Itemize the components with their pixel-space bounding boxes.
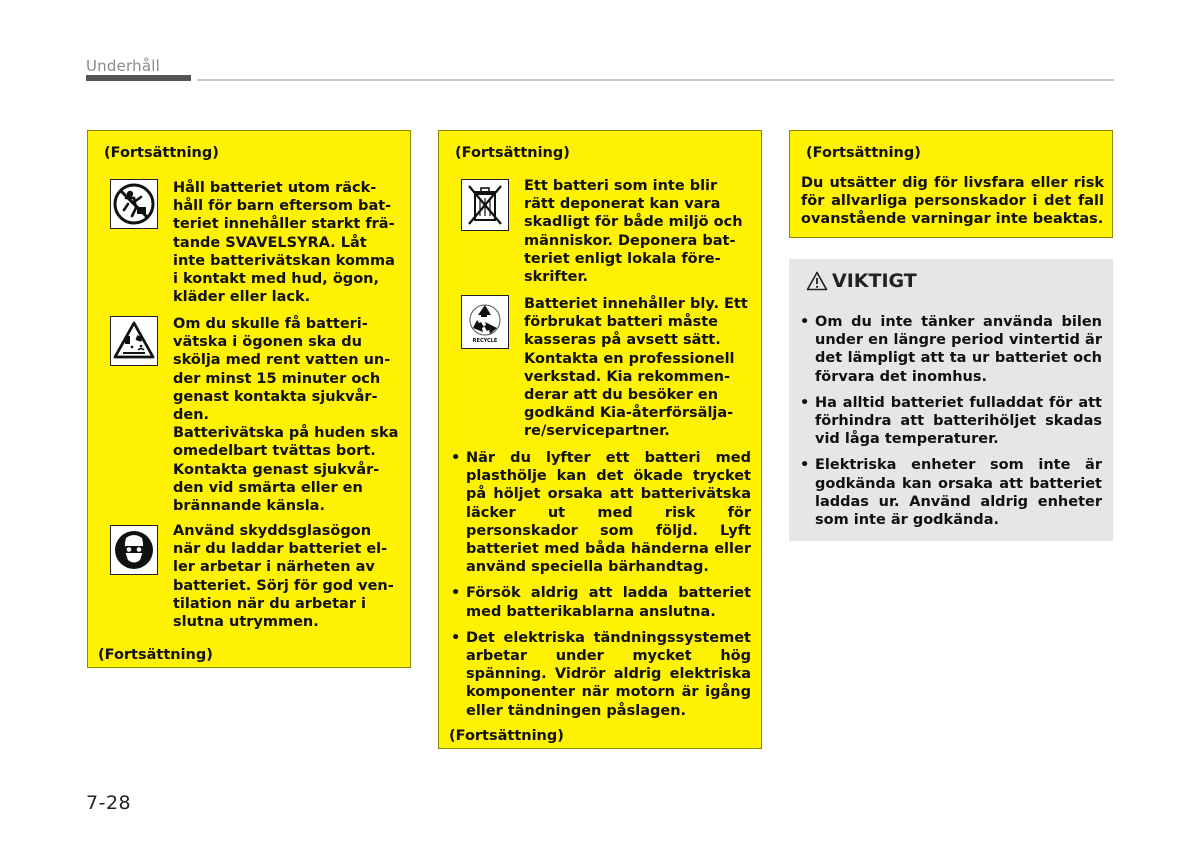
section-title: Underhåll bbox=[86, 57, 160, 75]
box-title: (Fortsättning) bbox=[806, 145, 921, 161]
list-item: • När du lyfter ett batteri med plasthölje kan det ökade trycket på höljet orsaka att batterivätska läcker ut med risk för personskador som följd. Lyft batteriet med båda händerna eller använd speciella bärhandtag. bbox=[451, 449, 751, 576]
text-line: skadligt för både miljö och bbox=[524, 214, 743, 231]
warning-text-lead bbox=[524, 295, 748, 441]
text-line: i kontakt med hud, ögon, bbox=[173, 271, 379, 288]
text-line: der minst 15 minuter och bbox=[173, 370, 381, 387]
warning-text-acid bbox=[173, 315, 398, 515]
list-item: • Om du inte tänker använda bilen under en längre period vintertid är det lämpligt att ta ur batteriet och förvara det inomhus. bbox=[800, 313, 1102, 386]
text-line: kläder eller lack. bbox=[173, 289, 311, 306]
text-line: skölja med rent vatten un- bbox=[173, 352, 391, 369]
warning-text-glasses bbox=[173, 522, 394, 631]
text-line: Ett batteri som inte blir bbox=[524, 178, 718, 194]
text-line: när du laddar batteriet el- bbox=[173, 541, 388, 558]
text-line: derar att du besöker en bbox=[524, 387, 719, 404]
text-line: tande SVAVELSYRA. Låt bbox=[173, 234, 367, 251]
text-line: verkstad. Kia rekommen- bbox=[524, 368, 730, 385]
text-line: slutna utrymmen. bbox=[173, 614, 319, 631]
text-line: brännande känsla. bbox=[173, 498, 325, 515]
viktigt-header bbox=[806, 270, 917, 292]
text-line: omedelbart tvättas bort. bbox=[173, 443, 376, 460]
crossed-out-bin-icon bbox=[461, 179, 509, 231]
list-item: • Elektriska enheter som inte är godkända kan orsaka att batteriet laddas ur. Använd aldrig enheter som inte är godkända. bbox=[800, 456, 1102, 529]
header-rule-accent bbox=[86, 75, 191, 81]
warning-summary-text: Du utsätter dig för livsfara eller risk för allvarliga personskador i det fall ovanstående varningar inte beaktas. bbox=[801, 175, 1104, 228]
warning-triangle-icon bbox=[806, 271, 828, 291]
recycle-icon bbox=[461, 295, 509, 349]
text-line: Kontakta en professionell bbox=[524, 350, 735, 367]
text-line: ler arbetar i närheten av bbox=[173, 559, 375, 576]
header-rule bbox=[197, 79, 1114, 81]
box-footer: (Fortsättning) bbox=[98, 647, 213, 663]
text-line: teriet enligt lokala före- bbox=[524, 250, 721, 267]
list-item: • Det elektriska tändningssystemet arbetar under mycket hög spänning. Vidrör aldrig elektriska komponenter när motorn är igång eller tändningen påslagen. bbox=[451, 629, 751, 720]
text-line: Använd skyddsglasögon bbox=[173, 523, 372, 539]
warning-text-disposal bbox=[524, 177, 743, 286]
keep-away-from-children-icon bbox=[110, 179, 158, 229]
text-line: Kontakta genast sjukvår- bbox=[173, 461, 380, 478]
text-line: Batterivätska på huden ska bbox=[173, 425, 399, 442]
recycle-icon-label: RECYCLE bbox=[472, 338, 498, 344]
text-line: Om du skulle få batteri- bbox=[173, 316, 368, 332]
text-line: den. bbox=[173, 407, 210, 424]
warning-box-column-1 bbox=[87, 130, 411, 668]
text-line: godkänd Kia-återförsälja- bbox=[524, 405, 734, 422]
box-footer: (Fortsättning) bbox=[449, 728, 564, 744]
text-line: håll för barn eftersom bat- bbox=[173, 198, 392, 215]
text-line: inte batterivätskan komma bbox=[173, 252, 395, 269]
viktigt-title: VIKTIGT bbox=[832, 270, 917, 292]
warning-box-column-2 bbox=[438, 130, 762, 749]
text-line: teriet innehåller starkt frä- bbox=[173, 216, 395, 233]
safety-glasses-icon bbox=[110, 525, 158, 575]
text-line: genast kontakta sjukvår- bbox=[173, 388, 378, 405]
text-line: tilation när du arbetar i bbox=[173, 595, 366, 612]
text-line: batteriet. Sörj för god ven- bbox=[173, 577, 394, 594]
text-line: Håll batteriet utom räck- bbox=[173, 180, 377, 196]
text-line: skrifter. bbox=[524, 269, 589, 286]
text-line: re/servicepartner. bbox=[524, 423, 670, 440]
text-line: den vid smärta eller en bbox=[173, 479, 363, 496]
corrosive-acid-icon bbox=[110, 316, 158, 366]
text-line: förbrukat batteri måste bbox=[524, 314, 719, 331]
text-line: människor. Deponera bat- bbox=[524, 232, 736, 249]
text-line: kasseras på avsett sätt. bbox=[524, 332, 721, 349]
warning-text-children bbox=[173, 179, 395, 306]
box-title: (Fortsättning) bbox=[104, 145, 219, 161]
text-line: rätt deponerat kan vara bbox=[524, 196, 721, 213]
text-line: Batteriet innehåller bly. Ett bbox=[524, 296, 748, 312]
warning-bullet-list bbox=[451, 449, 751, 728]
page-number: 7-28 bbox=[86, 792, 132, 814]
warning-box-column-3 bbox=[789, 130, 1113, 238]
viktigt-notice-box bbox=[789, 259, 1113, 541]
list-item: • Försök aldrig att ladda batteriet med batterikablarna anslutna. bbox=[451, 584, 751, 620]
viktigt-bullet-list bbox=[800, 313, 1102, 537]
text-line: vätska i ögonen ska du bbox=[173, 334, 362, 351]
list-item: • Ha alltid batteriet fulladdat för att förhindra att batterihöljet skadas vid låga temperaturer. bbox=[800, 394, 1102, 449]
box-title: (Fortsättning) bbox=[455, 145, 570, 161]
